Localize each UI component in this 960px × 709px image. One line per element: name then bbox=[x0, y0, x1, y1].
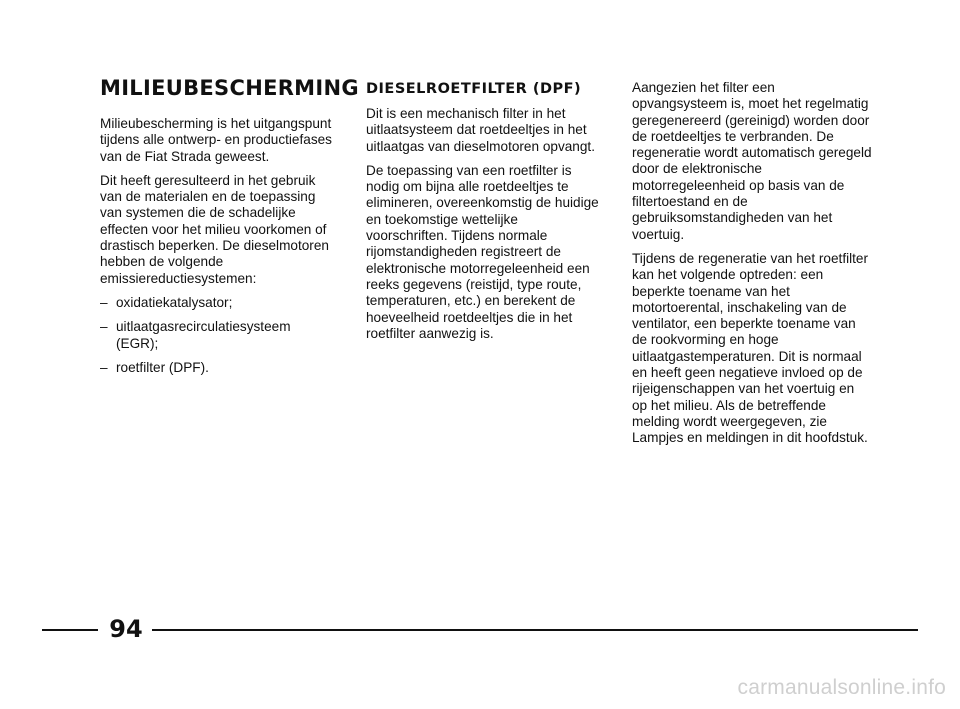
paragraph: Dit is een mechanisch filter in het uitlaatsysteem dat roetdeeltjes in het uitlaatgas van dieselmotoren opvangt. bbox=[366, 106, 595, 154]
heading-dieselroetfilter: DIESELROETFILTER (DPF) bbox=[366, 81, 582, 97]
list-item: – uitlaatgasrecirculatiesysteem (EGR); bbox=[100, 319, 332, 352]
list-item: – roetfilter (DPF). bbox=[100, 360, 332, 376]
column-dpf bbox=[366, 76, 602, 350]
heading-milieubescherming: MILIEUBESCHERMING bbox=[100, 76, 359, 100]
paragraph: De toepassing van een roetfilter is nodig om bijna alle roetdeeltjes te elimineren, overeenkomstig de huidige en toekomstige wettelijke voorschriften. Tijdens normale rijomstandigheden registreert de elektronische motorregeleenheid een reeks gegevens (reistijd, type route, temperaturen, etc.) en berekent de hoeveelheid roetdeeltjes die in het roetfilter aanwezig is. bbox=[366, 162, 599, 341]
emission-systems-list bbox=[100, 295, 332, 376]
paragraph: Tijdens de regeneratie van het roetfilter kan het volgende optreden: een beperkte toename van het motortoerental, inschakeling van de ventilator, een beperkte toename van de rookvorming en hoge uitlaatgastemperaturen. Dit is normaal en heeft geen negatieve invloed op de rijeigenschappen van het voertuig en op het milieu. Als de betreffende melding wordt weergegeven, zie Lampjes en meldingen in dit hoofdstuk. bbox=[632, 250, 869, 446]
paragraph: Aangezien het filter een opvangsysteem is, moet het regelmatig geregenereerd (gereinigd) worden door de roetdeeltjes te verbranden. De regeneratie wordt automatisch geregeld door de elektronische motorregeleenheid op basis van de filtertoestand en de gebruiksomstandigheden van het voertuig. bbox=[632, 80, 872, 242]
column-environment bbox=[100, 76, 359, 384]
footer-divider-right bbox=[152, 629, 918, 631]
watermark: carmanualsonline.info bbox=[737, 676, 946, 699]
column-regeneration bbox=[632, 80, 872, 455]
footer-divider-left bbox=[42, 629, 98, 631]
paragraph: Dit heeft geresulteerd in het gebruik van de materialen en de toepassing van systemen die de schadelijke effecten voor het milieu voorkomen of drastisch beperken. De dieselmotoren hebben de volgende emissiereductiesystemen: bbox=[100, 172, 329, 286]
list-item: – oxidatiekatalysator; bbox=[100, 295, 332, 311]
page-number: 94 bbox=[109, 615, 143, 643]
paragraph: Milieubescherming is het uitgangspunt tijdens alle ontwerp- en productiefases van de Fiat Strada geweest. bbox=[100, 116, 332, 164]
